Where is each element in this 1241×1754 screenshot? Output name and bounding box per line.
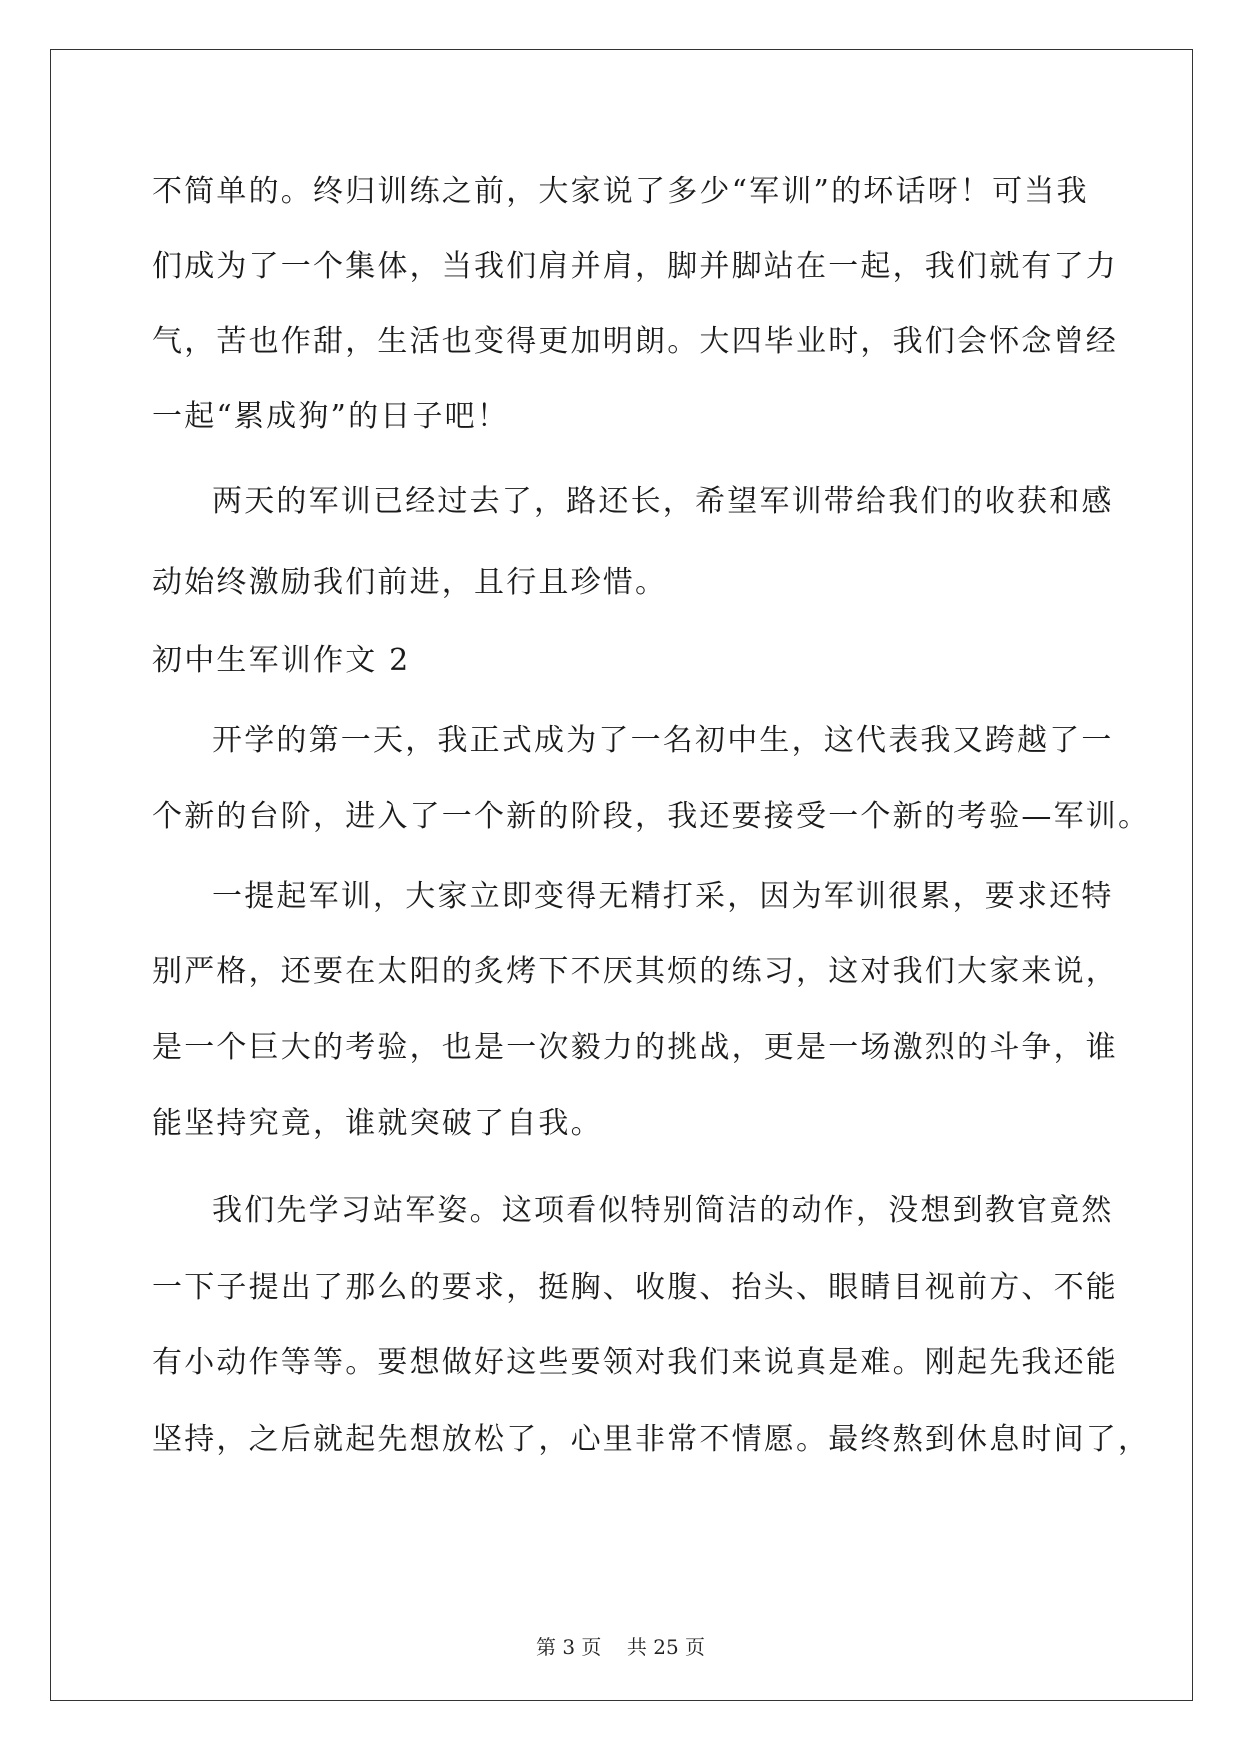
text-line: 个新的台阶，进入了一个新的阶段，我还要接受一个新的考验—军训。 — [152, 799, 1151, 834]
text-line: 开学的第一天，我正式成为了一名初中生，这代表我又跨越了一 — [212, 723, 1114, 758]
text-line: 是一个巨大的考验，也是一次毅力的挑战，更是一场激烈的斗争，谁 — [152, 1030, 1118, 1065]
text-line: 动始终激励我们前进，且行且珍惜。 — [152, 565, 668, 600]
text-line: 能坚持究竟，谁就突破了自我。 — [152, 1106, 603, 1141]
text-line: 不简单的。终归训练之前，大家说了多少“军训”的坏话呀！可当我 — [152, 174, 1089, 209]
page-footer — [0, 1631, 1241, 1660]
text-line: 坚持，之后就起先想放松了，心里非常不情愿。最终熬到休息时间了， — [152, 1422, 1151, 1457]
text-line: 一提起军训，大家立即变得无精打采，因为军训很累，要求还特 — [212, 879, 1114, 914]
section-heading: 初中生军训作文 2 — [152, 643, 411, 678]
text-line: 们成为了一个集体，当我们肩并肩，脚并脚站在一起，我们就有了力 — [152, 249, 1118, 284]
text-line: 一下子提出了那么的要求，挺胸、收腹、抬头、眼睛目视前方、不能 — [152, 1270, 1118, 1305]
page-total: 共 25 页 — [626, 1635, 706, 1659]
text-line: 别严格，还要在太阳的炙烤下不厌其烦的练习，这对我们大家来说， — [152, 954, 1118, 989]
text-line: 两天的军训已经过去了，路还长，希望军训带给我们的收获和感 — [212, 484, 1114, 519]
text-line: 一起“累成狗”的日子吧！ — [152, 399, 510, 434]
text-line: 气，苦也作甜，生活也变得更加明朗。大四毕业时，我们会怀念曾经 — [152, 324, 1118, 359]
text-line: 我们先学习站军姿。这项看似特别简洁的动作，没想到教官竟然 — [212, 1193, 1114, 1228]
text-line: 有小动作等等。要想做好这些要领对我们来说真是难。刚起先我还能 — [152, 1345, 1118, 1380]
page-number: 第 3 页 — [535, 1635, 602, 1659]
